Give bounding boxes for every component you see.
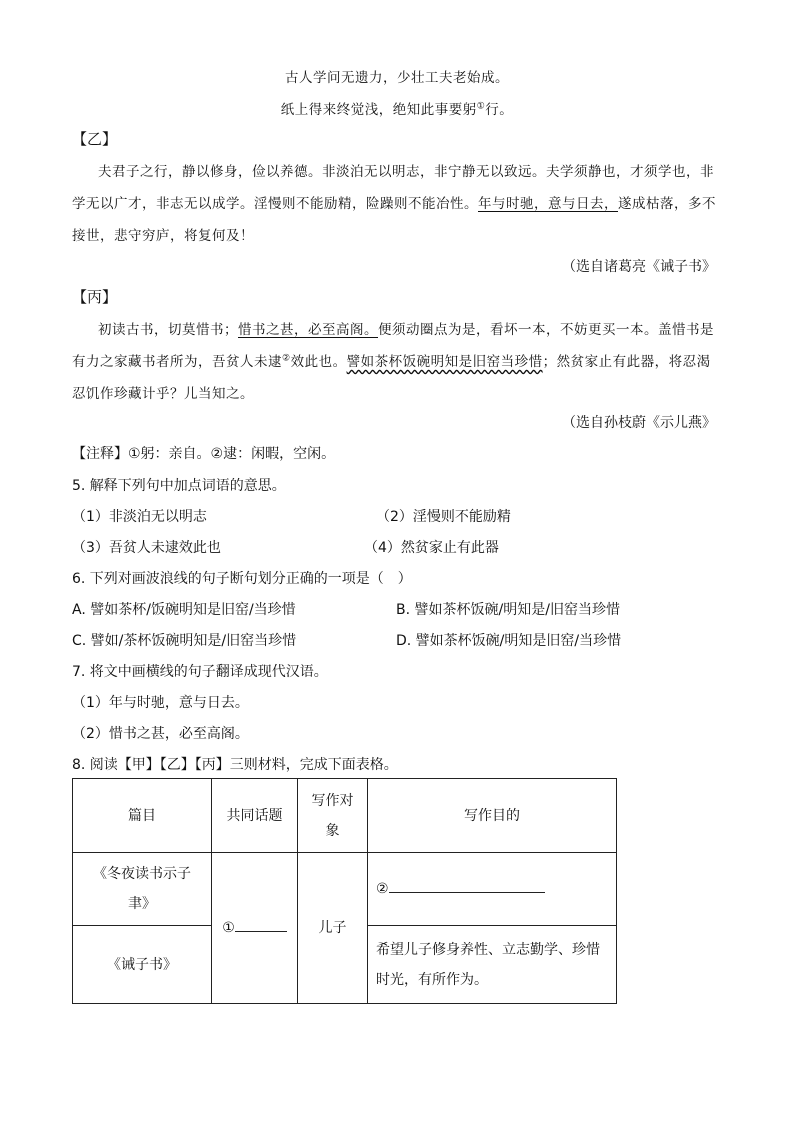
yi-paragraph-line-3: 接世，悲守穷庐，将复何及！ xyxy=(72,228,254,244)
question-6-option-c[interactable]: C. 譬如/茶杯饭碗明知是/旧窑当珍惜 xyxy=(72,633,297,649)
table-cell-title-1: 《冬夜读书示子 聿》 xyxy=(73,853,212,926)
table-cell-purpose-2: 希望儿子修身养性、立志勤学、珍惜 时光，有所作为。 xyxy=(368,926,617,1004)
bing-paragraph-line-2: 有力之家藏书者所为，吾贫人未逮②效此也。譬如茶杯饭碗明知是旧窑当珍惜；然贫家止有此器，将忍渴 xyxy=(72,353,711,370)
question-5-item-2: （2）淫慢则不能励精 xyxy=(376,509,511,525)
table-cell-purpose-blank[interactable]: ② xyxy=(368,853,617,926)
section-label-yi: 【乙】 xyxy=(72,130,118,148)
blank-line-1[interactable] xyxy=(235,917,287,932)
poem-line-1: 古人学问无遗力，少壮工夫老始成。 xyxy=(285,70,509,86)
table-header-topic: 共同话题 xyxy=(212,779,298,853)
question-7-stem: 7. 将文中画横线的句子翻译成现代汉语。 xyxy=(72,664,328,680)
yi-underlined-sentence: 年与时驰，意与日去， xyxy=(478,196,618,212)
bing-underlined-sentence: 惜书之甚，必至高阁。 xyxy=(238,322,378,338)
table-header-purpose: 写作目的 xyxy=(368,779,617,853)
question-5-item-3: （3）吾贫人未逮效此也 xyxy=(72,540,221,556)
poem-line-2: 纸上得来终觉浅，绝知此事要躬①行。 xyxy=(280,101,514,118)
question-6-stem: 6. 下列对画波浪线的句子断句划分正确的一项是（ ） xyxy=(72,571,412,587)
yi-paragraph-line-1: 夫君子之行，静以修身，俭以养德。非淡泊无以明志，非宁静无以致远。夫学须静也，才须学也，非 xyxy=(98,164,714,180)
question-5-item-1: （1）非淡泊无以明志 xyxy=(72,509,207,525)
yi-source: （选自诸葛亮《诫子书》 xyxy=(562,259,716,275)
bing-source: （选自孙枝蔚《示儿燕》 xyxy=(562,415,716,431)
table-header-title: 篇目 xyxy=(73,779,212,853)
yi-paragraph-line-2: 学无以广才，非志无以成学。淫慢则不能励精，险躁则不能冶性。年与时驰，意与日去，遂成枯落，多不 xyxy=(72,196,716,212)
bing-paragraph-line-3: 忍饥作珍藏计乎？儿当知之。 xyxy=(72,386,254,402)
bing-paragraph-line-1: 初读古书，切莫惜书；惜书之甚，必至高阁。便须动圈点为是，看坏一本，不妨更买一本。盖惜书是 xyxy=(98,322,714,338)
section-label-bing: 【丙】 xyxy=(72,288,118,306)
question-8-stem: 8. 阅读【甲】【乙】【丙】三则材料，完成下面表格。 xyxy=(72,757,398,773)
annotation-notes: 【注释】①躬：亲自。②逮：闲暇，空闲。 xyxy=(72,446,336,462)
table-cell-topic-blank[interactable]: ① xyxy=(212,853,298,1004)
question-5-stem: 5. 解释下列句中加点词语的意思。 xyxy=(72,478,286,494)
answer-table xyxy=(72,778,617,1004)
table-header-object: 写作对 象 xyxy=(298,779,368,853)
question-6-option-a[interactable]: A. 譬如茶杯/饭碗明知是旧窑/当珍惜 xyxy=(72,602,296,618)
blank-line-2[interactable] xyxy=(389,878,545,893)
question-5-item-4: （4）然贫家止有此器 xyxy=(364,540,499,556)
question-6-option-d[interactable]: D. 譬如茶杯饭碗/明知是旧窑/当珍惜 xyxy=(396,633,622,649)
table-cell-object: 儿子 xyxy=(298,853,368,1004)
question-7-item-2: （2）惜书之甚，必至高阁。 xyxy=(72,726,249,742)
question-6-option-b[interactable]: B. 譬如茶杯饭碗/明知是/旧窑当珍惜 xyxy=(396,602,620,618)
bing-wavy-sentence: 譬如茶杯饭碗明知是旧窑当珍惜 xyxy=(346,354,543,370)
table-cell-title-2: 《诫子书》 xyxy=(73,926,212,1004)
question-7-item-1: （1）年与时驰，意与日去。 xyxy=(72,695,249,711)
